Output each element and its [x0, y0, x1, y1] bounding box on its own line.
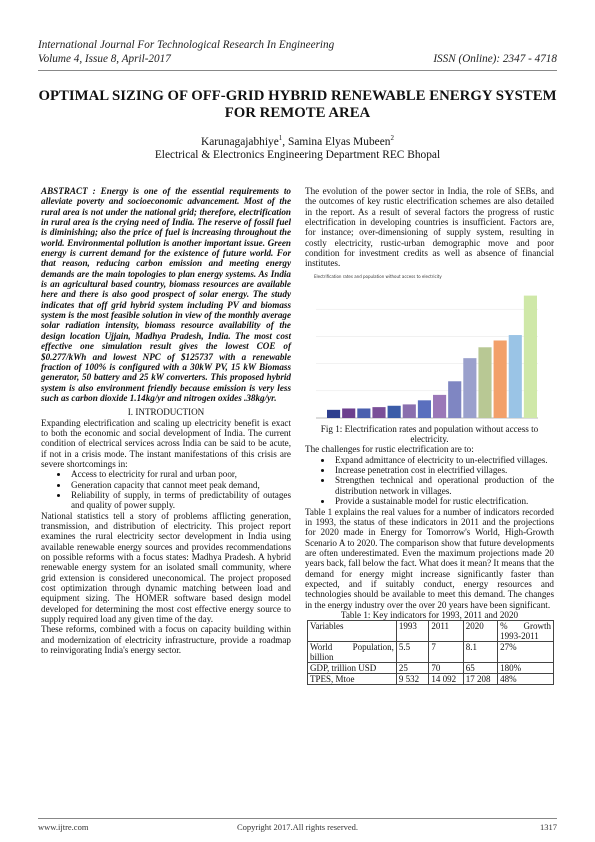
- journal-name: International Journal For Technological Research In Engineering: [38, 39, 335, 51]
- journal-issue-line: [38, 52, 557, 66]
- table-header-cell: 1993: [396, 621, 429, 642]
- right-paragraph-3: Table 1 explains the real values for a number of indicators recorded in 1993, the status of these indicators in 2011 and the projections for 2020 made in Energy for Tomorrow's World, High-Growth Scenario A to 2020. The comparison show that future developments are often underestimated. Even the maximum projections made 20 years back, fall below the fact. What does it mean? It means that the demand for energy might increase significantly faster than expected, and if suitably conduct, energy resources and technologies should be available to meet this demand. The changes in the energy industry over the over 20 years have been significant.: [305, 506, 554, 610]
- table-header-cell: Variables: [308, 621, 397, 642]
- list-item: • Provide a sustainable model for rustic electrification.: [333, 496, 554, 506]
- footer-divider: [38, 818, 557, 819]
- author-2: Samina Elyas Mubeen: [288, 135, 391, 148]
- table-cell: 180%: [498, 663, 554, 674]
- table-cell: 48%: [498, 674, 554, 685]
- page-number: 1317: [540, 822, 557, 832]
- table-row: [308, 663, 554, 674]
- right-paragraph-1: The evolution of the power sector in India, the role of SEBs, and the outcomes of key rustic electrification schemes are also detailed in the report. As a result of several factors the progress of rustic electrification in developing countries is insufficient. Factors are, for instance; over-dimensioning of supply system, resulting in costly electricity, rustic-urban demographic move and poor condition for investment credits as well as absence of financial institutes.: [305, 186, 554, 269]
- table-cell: 70: [429, 663, 463, 674]
- challenges-list: [305, 455, 554, 507]
- table-row: [308, 674, 554, 685]
- journal-issn: ISSN (Online): 2347 - 4718: [433, 53, 557, 65]
- bar-chart-svg: [310, 272, 540, 422]
- table-cell: 17 208: [463, 674, 497, 685]
- chart-bar: [509, 335, 522, 418]
- table-cell: 27%: [498, 642, 554, 663]
- list-item: • Expand admittance of electricity to un-electrified villages.: [333, 455, 554, 465]
- right-column: [305, 186, 554, 685]
- list-item: • Reliability of supply, in terms of predictability of outages and quality of power supply.: [69, 490, 291, 511]
- table-row: [308, 642, 554, 663]
- intro-paragraph-2: National statistics tell a story of problems afflicting generation, transmission, and distribution of electricity. This project report examines the rural electricity sector development in India using available renewable energy sources and provides recommendations on possible reforms with a focus states: Madhya Pradesh. A hybrid renewable energy system for an isolated small community, where grid extension is considered uneconomical. The project proposed cost optimization through dynamic matching between load and equipment sizing. The HOMER software based design model developed for determining the most cost effective energy source to supply required load any given time of the day.: [41, 510, 291, 625]
- chart-bar: [494, 340, 507, 418]
- author-1: Karunagajabhiye: [200, 135, 279, 148]
- chart-bar: [327, 410, 340, 418]
- table-cell: 65: [463, 663, 497, 674]
- table-header-cell: 2020: [463, 621, 497, 642]
- table-cell: World Population, billion: [308, 642, 397, 663]
- author-1-affil: 1: [278, 134, 283, 142]
- list-item: • Increase penetration cost in electrified villages.: [333, 465, 554, 475]
- table-cell: 9 532: [396, 674, 429, 685]
- table-header-row: [308, 621, 554, 642]
- chart-bar: [448, 381, 461, 418]
- author-2-affil: 2: [390, 134, 394, 142]
- header-divider: [38, 70, 557, 71]
- author-separator: ,: [282, 135, 288, 148]
- right-paragraph-2: The challenges for rustic electrification are to:: [305, 444, 474, 455]
- chart-bar: [418, 400, 431, 418]
- table-cell: 14 092: [429, 674, 463, 685]
- journal-volume: Volume 4, Issue 8, April-2017: [38, 53, 171, 65]
- crisis-list: [41, 469, 291, 510]
- intro-paragraph-3: These reforms, combined with a focus on capacity building within and modernization of electricity infrastructure, provide a roadmap to reinvigorating India's energy sector.: [41, 624, 291, 656]
- chart-title: Electrification rates and population without access to electricity: [314, 273, 442, 279]
- table-header-cell: 2011: [429, 621, 463, 642]
- table-cell: 25: [396, 663, 429, 674]
- chart-bar: [433, 395, 446, 418]
- section-heading-introduction: I. INTRODUCTION: [127, 407, 205, 418]
- table-cell: 7: [429, 642, 463, 663]
- intro-paragraph-1: Expanding electrification and scaling up electricity benefit is exact to both the economic and social development of India. The current condition of electrical services across India can be said to be acute, if not in a crisis mode. The instant manifestations of this crisis are severe shortcomings in:: [41, 417, 291, 469]
- key-indicators-table: [307, 620, 554, 685]
- table-cell: GDP, trillion USD: [308, 663, 397, 674]
- figure-1-caption: Fig 1: Electrification rates and population without access to electricity.: [320, 423, 539, 445]
- chart-bar: [463, 358, 476, 418]
- list-item: • Strengthen technical and operational production of the distribution network in villages.: [333, 475, 554, 496]
- list-item: • Access to electricity for rural and urban poor,: [69, 469, 291, 479]
- table-header-cell: % Growth 1993-2011: [498, 621, 554, 642]
- chart-bar: [403, 404, 416, 418]
- footer-url[interactable]: www.ijtre.com: [38, 822, 89, 832]
- chart-bar: [357, 408, 370, 418]
- author-block: [38, 132, 557, 163]
- table-cell: 5.5: [396, 642, 429, 663]
- chart-bar: [478, 347, 491, 418]
- table-cell: TPES, Mtoe: [308, 674, 397, 685]
- affiliation: Electrical & Electronics Engineering Department REC Bhopal: [154, 149, 441, 162]
- footer-copyright: Copyright 2017.All rights reserved.: [236, 822, 359, 832]
- paper-title: OPTIMAL SIZING OF OFF-GRID HYBRID RENEWABLE ENERGY SYSTEM FOR REMOTE AREA: [38, 88, 557, 121]
- list-item: • Generation capacity that cannot meet peak demand,: [69, 480, 291, 490]
- author-line: [38, 132, 557, 149]
- chart-bar: [372, 407, 385, 418]
- abstract: ABSTRACT : Energy is one of the essential requirements to alleviate poverty and socioeconomic advancement. Most of the rural area is not under the national grid; therefore, electrification in rural area is the crying need of India. The reserve of fossil fuel is diminishing; also the price of fuel is increasing throughout the world. Environmental pollution is another important issue. Green energy is current demand for the existence of future world. For that reason, reducing carbon emission and meeting energy demands are the main topologies to plan energy systems. As India is an agricultural based country, biomass resources are available here and there is also good prospect of solar energy. The study indicates that off grid hybrid system including PV and biomass system is the most feasible solution in view of the monthly average solar radiation intensity, biomass resource availability of the design location Ujjain, Madhya Pradesh, India. The most cost effective one simulation result gives the lowest COE of $0.277/kWh and lowest NPC of $125737 with a renewable fraction of 100% is configured with a 30kW PV, 15 kW Biomass generator, 50 battery and 25 kW converters. This proposed hybrid system is also environment friendly because emission is very less such as carbon dioxide 1.14kg/yr and nitrogen oxides .38kg/yr.: [41, 186, 291, 403]
- chart-bar: [342, 408, 355, 418]
- table-cell: 8.1: [463, 642, 497, 663]
- chart-bar: [388, 406, 401, 418]
- chart-bar: [524, 295, 537, 417]
- left-column: [41, 186, 291, 655]
- table-1-caption: Table 1: Key indicators for 1993, 2011 and 2020: [340, 609, 519, 620]
- figure-1-chart: [310, 272, 540, 422]
